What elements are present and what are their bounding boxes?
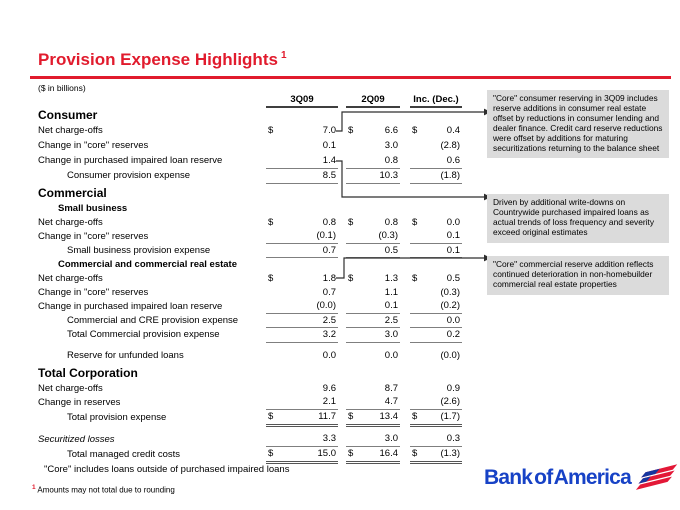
currency-symbol: $ — [412, 448, 418, 459]
currency-symbol: $ — [412, 125, 418, 136]
value: 0.4 — [446, 125, 460, 136]
column-gap — [338, 285, 346, 299]
currency-symbol: $ — [268, 125, 274, 136]
cell-inc-dec — [410, 215, 462, 229]
cell-inc-dec — [410, 327, 462, 342]
header-spacer — [38, 92, 266, 107]
value: 0.0 — [322, 349, 336, 361]
value: 1.4 — [322, 154, 336, 166]
value: 0.7 — [322, 286, 336, 298]
row-label: Small business provision expense — [67, 244, 211, 256]
col-header-2q09: 2Q09 — [346, 92, 400, 107]
row-label: Net charge-offs — [38, 125, 103, 136]
cell-inc-dec — [410, 229, 462, 243]
section-header: Total Corporation — [38, 366, 138, 380]
currency-symbol: $ — [268, 216, 274, 228]
column-gap — [338, 92, 346, 107]
column-gap — [400, 243, 410, 257]
cell-inc-dec — [410, 153, 462, 168]
value: 10.3 — [379, 170, 398, 181]
column-gap — [338, 381, 346, 395]
value: 0.9 — [446, 382, 460, 394]
value: 0.0 — [384, 349, 398, 361]
row-label: Commercial and CRE provision expense — [67, 314, 239, 326]
cell-inc-dec — [410, 243, 462, 257]
value: 1.1 — [384, 286, 398, 298]
currency-symbol: $ — [268, 411, 274, 422]
value: 15.0 — [317, 448, 336, 459]
cell-inc-dec — [410, 432, 462, 446]
value: (0.2) — [440, 300, 460, 312]
value: 13.4 — [379, 411, 398, 422]
row-label: Change in "core" reserves — [38, 286, 149, 298]
table-row — [38, 313, 462, 327]
subsection-header: Small business — [58, 202, 128, 214]
column-gap — [338, 395, 346, 409]
value: (0.3) — [378, 230, 398, 242]
value: 2.5 — [322, 314, 336, 326]
cell-inc-dec — [410, 299, 462, 313]
value: 2.1 — [322, 396, 336, 408]
cell-inc-dec — [410, 381, 462, 395]
cell-3q09 — [266, 138, 338, 153]
section-row-commercial — [38, 183, 462, 201]
cell-2q09 — [346, 348, 400, 362]
cell-3q09 — [266, 432, 338, 446]
cell-2q09 — [346, 285, 400, 299]
cell-2q09 — [346, 432, 400, 446]
column-gap — [400, 285, 410, 299]
column-gap — [400, 446, 410, 462]
row-label: Net charge-offs — [38, 382, 103, 394]
value: (1.3) — [440, 448, 460, 459]
cell-2q09 — [346, 229, 400, 243]
column-gap — [400, 432, 410, 446]
table-row — [38, 229, 462, 243]
column-gap — [400, 327, 410, 342]
value: 6.6 — [384, 125, 398, 136]
cell-3q09 — [266, 271, 338, 285]
table-row — [38, 299, 462, 313]
table-row — [38, 168, 462, 183]
section-row-consumer — [38, 107, 462, 123]
value: 0.3 — [446, 433, 460, 445]
cell-3q09 — [266, 313, 338, 327]
table-row — [38, 153, 462, 168]
callout-countrywide-writedowns: Driven by additional write-downs on Countrywide purchased impaired loans as actual trends of loss frequency and severity exceed original estimates — [487, 194, 669, 243]
cell-inc-dec — [410, 123, 462, 138]
table-row-total — [38, 446, 462, 462]
table-row — [38, 215, 462, 229]
cell-inc-dec — [410, 313, 462, 327]
column-gap — [338, 446, 346, 462]
table-row — [38, 271, 462, 285]
value: 0.1 — [322, 140, 336, 151]
value: (0.3) — [440, 286, 460, 298]
col-header-inc-dec: Inc. (Dec.) — [410, 92, 462, 107]
section-row-total-corporation — [38, 362, 462, 381]
value: 11.7 — [318, 411, 336, 422]
table-row — [38, 123, 462, 138]
column-gap — [338, 313, 346, 327]
units-label: ($ in billions) — [38, 83, 86, 93]
row-label: Change in "core" reserves — [38, 230, 149, 242]
title-rule — [30, 76, 671, 79]
cell-3q09 — [266, 327, 338, 342]
value: 4.7 — [384, 396, 398, 408]
value: 7.0 — [322, 125, 336, 136]
column-gap — [400, 168, 410, 183]
row-label: Securitized losses — [38, 433, 115, 445]
value: (2.8) — [440, 140, 460, 151]
cell-3q09 — [266, 446, 338, 462]
value: 3.0 — [384, 140, 398, 151]
table-row — [38, 348, 462, 362]
cell-inc-dec — [410, 285, 462, 299]
value: 0.8 — [384, 216, 398, 228]
row-label: Total provision expense — [67, 411, 167, 423]
row-label: Change in reserves — [38, 396, 121, 408]
row-label: Change in purchased impaired loan reserve — [38, 155, 223, 166]
currency-symbol: $ — [268, 272, 274, 284]
column-gap — [338, 123, 346, 138]
value: 3.0 — [384, 433, 398, 445]
column-gap — [338, 215, 346, 229]
value: 0.1 — [446, 230, 460, 242]
value: 8.5 — [322, 170, 336, 181]
cell-3q09 — [266, 381, 338, 395]
col-header-3q09: 3Q09 — [266, 92, 338, 107]
value: 0.8 — [322, 216, 336, 228]
value: (0.0) — [440, 349, 460, 361]
column-gap — [400, 229, 410, 243]
column-gap — [400, 313, 410, 327]
row-label: Reserve for unfunded loans — [67, 349, 184, 361]
currency-symbol: $ — [268, 448, 274, 459]
column-gap — [400, 92, 410, 107]
cell-3q09 — [266, 348, 338, 362]
table-row — [38, 138, 462, 153]
column-gap — [338, 409, 346, 425]
provision-expense-table — [38, 92, 462, 464]
value: (1.8) — [440, 170, 460, 181]
currency-symbol: $ — [412, 411, 418, 422]
value: 8.7 — [384, 382, 398, 394]
cell-2q09 — [346, 381, 400, 395]
column-gap — [400, 138, 410, 153]
table-row — [38, 285, 462, 299]
value: 0.1 — [384, 300, 398, 312]
cell-3q09 — [266, 299, 338, 313]
currency-symbol: $ — [348, 125, 354, 136]
value: (2.6) — [440, 396, 460, 408]
page-title-text: Provision Expense Highlights — [38, 50, 278, 69]
row-label: Change in "core" reserves — [38, 140, 149, 151]
value: 3.3 — [322, 433, 336, 445]
section-header: Consumer — [38, 108, 98, 122]
cell-2q09 — [346, 409, 400, 425]
value: (0.0) — [316, 300, 336, 312]
row-label: Net charge-offs — [38, 272, 103, 284]
cell-2q09 — [346, 215, 400, 229]
row-label: Total Commercial provision expense — [67, 329, 220, 340]
footnote — [32, 484, 175, 495]
cell-3q09 — [266, 229, 338, 243]
column-gap — [400, 153, 410, 168]
cell-2q09 — [346, 313, 400, 327]
table-row — [38, 243, 462, 257]
value: 9.6 — [322, 382, 336, 394]
column-gap — [338, 138, 346, 153]
cell-2q09 — [346, 299, 400, 313]
logo-text: Bank of America — [484, 465, 631, 489]
page-title — [38, 50, 287, 70]
table-header-row — [38, 92, 462, 107]
cell-inc-dec — [410, 446, 462, 462]
row-label: Change in purchased impaired loan reserve — [38, 300, 223, 312]
row-label: Consumer provision expense — [67, 170, 191, 181]
value: 3.2 — [322, 329, 336, 340]
cell-2q09 — [346, 243, 400, 257]
cell-2q09 — [346, 271, 400, 285]
column-gap — [338, 168, 346, 183]
cell-inc-dec — [410, 409, 462, 425]
table-row — [38, 432, 462, 446]
table-row — [38, 395, 462, 409]
value: (0.1) — [316, 230, 336, 242]
cell-inc-dec — [410, 168, 462, 183]
value: 0.1 — [446, 244, 460, 256]
cell-2q09 — [346, 168, 400, 183]
value: 1.8 — [322, 272, 336, 284]
value: 0.6 — [446, 154, 460, 166]
currency-symbol: $ — [348, 216, 354, 228]
footnote-text: Amounts may not total due to rounding — [37, 485, 175, 495]
value: 0.0 — [446, 314, 460, 326]
column-gap — [338, 243, 346, 257]
cell-2q09 — [346, 446, 400, 462]
cell-inc-dec — [410, 138, 462, 153]
currency-symbol: $ — [348, 411, 354, 422]
value: 0.5 — [384, 244, 398, 256]
callout-core-commercial-reserve: "Core" commercial reserve addition reflects continued deterioration in non-homebuilder commercial real estate properties — [487, 256, 669, 295]
currency-symbol: $ — [348, 272, 354, 284]
cell-3q09 — [266, 395, 338, 409]
cell-2q09 — [346, 123, 400, 138]
core-definition-note: "Core" includes loans outside of purchased impaired loans — [44, 464, 290, 475]
title-footnote-marker: 1 — [280, 50, 287, 62]
cell-3q09 — [266, 168, 338, 183]
currency-symbol: $ — [412, 216, 418, 228]
column-gap — [400, 348, 410, 362]
cell-3q09 — [266, 285, 338, 299]
column-gap — [338, 229, 346, 243]
row-label: Net charge-offs — [38, 216, 103, 228]
currency-symbol: $ — [348, 448, 354, 459]
value: 2.5 — [384, 314, 398, 326]
spacer — [38, 425, 462, 432]
cell-3q09 — [266, 123, 338, 138]
table-row-total — [38, 409, 462, 425]
cell-inc-dec — [410, 395, 462, 409]
column-gap — [338, 153, 346, 168]
value: 1.3 — [384, 272, 398, 284]
cell-inc-dec — [410, 271, 462, 285]
column-gap — [400, 123, 410, 138]
value: 0.0 — [446, 216, 460, 228]
column-gap — [338, 432, 346, 446]
column-gap — [338, 271, 346, 285]
value: (1.7) — [440, 411, 460, 422]
spacer-row — [38, 425, 462, 432]
footnote-marker: 1 — [32, 484, 36, 491]
currency-symbol: $ — [412, 272, 418, 284]
subsection-row-small-business — [38, 201, 462, 215]
value: 0.7 — [322, 244, 336, 256]
cell-3q09 — [266, 243, 338, 257]
cell-inc-dec — [410, 348, 462, 362]
column-gap — [400, 381, 410, 395]
cell-3q09 — [266, 215, 338, 229]
table-row — [38, 327, 462, 342]
column-gap — [400, 395, 410, 409]
value: 16.4 — [379, 448, 398, 459]
subsection-row-cre — [38, 257, 462, 271]
cell-3q09 — [266, 153, 338, 168]
column-gap — [338, 327, 346, 342]
subsection-header: Commercial and commercial real estate — [58, 258, 238, 270]
bofa-flag-icon — [635, 464, 679, 491]
cell-3q09 — [266, 409, 338, 425]
value: 0.8 — [384, 154, 398, 166]
value: 0.5 — [446, 272, 460, 284]
table-row — [38, 381, 462, 395]
value: 0.2 — [446, 329, 460, 340]
callout-core-consumer-reserving: "Core" consumer reserving in 3Q09 includes reserve additions in consumer real estate offset by reductions in consumer lending and dealer finance. Credit card reserve reductions were offset by additions for maturing securitizations returning to the balance sheet — [487, 90, 669, 158]
column-gap — [400, 215, 410, 229]
section-header: Commercial — [38, 186, 107, 200]
column-gap — [338, 299, 346, 313]
cell-2q09 — [346, 395, 400, 409]
column-gap — [338, 348, 346, 362]
bank-of-america-logo — [484, 464, 679, 491]
column-gap — [400, 299, 410, 313]
value: 3.0 — [384, 329, 398, 340]
cell-2q09 — [346, 327, 400, 342]
row-label: Total managed credit costs — [67, 448, 181, 460]
cell-2q09 — [346, 153, 400, 168]
column-gap — [400, 409, 410, 425]
column-gap — [400, 271, 410, 285]
cell-2q09 — [346, 138, 400, 153]
